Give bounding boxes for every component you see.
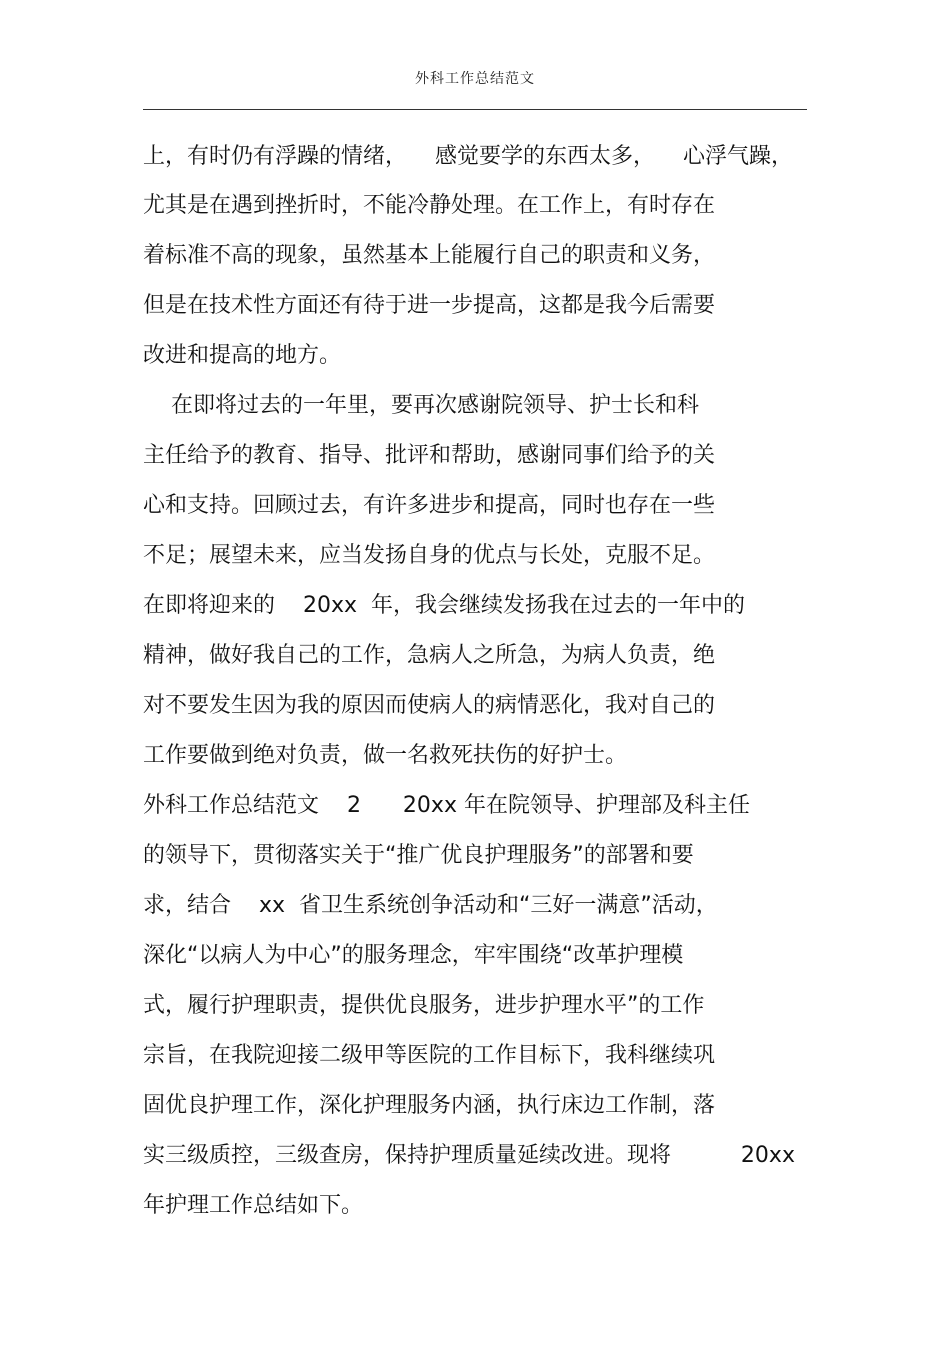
- body-line: 深化“以病人为中心”的服务理念，牢牢围绕“改革护理模: [143, 943, 684, 968]
- body-line: 宗旨，在我院迎接二级甲等医院的工作目标下，我科继续巩: [143, 1043, 716, 1068]
- body-line: 主任给予的教育、指导、批评和帮助，感谢同事们给予的关: [143, 443, 716, 468]
- body-line: 对不要发生因为我的原因而使病人的病情恶化，我对自己的: [143, 693, 716, 718]
- body-line: 工作要做到绝对负责，做一名救死扶伤的好护士。: [143, 743, 628, 768]
- body-line: 上，有时仍有浮躁的情绪， 感觉要学的东西太多， 心浮气躁，: [143, 144, 793, 169]
- body-line: 年护理工作总结如下。: [143, 1193, 364, 1218]
- header-divider: [143, 109, 807, 110]
- body-line: 着标准不高的现象，虽然基本上能履行自己的职责和义务，: [143, 243, 716, 268]
- body-line: 在即将过去的一年里，要再次感谢院领导、护士长和科: [143, 393, 699, 418]
- body-line: 不足；展望未来，应当发扬自身的优点与长处，克服不足。: [143, 543, 716, 568]
- body-line: 但是在技术性方面还有待于进一步提高，这都是我今后需要: [143, 293, 716, 318]
- body-line: 的领导下，贯彻落实关于“推广优良护理服务”的部署和要: [143, 843, 694, 868]
- body-line: 精神，做好我自己的工作，急病人之所急，为病人负责，绝: [143, 643, 716, 668]
- body-line: 式，履行护理职责，提供优良服务，进步护理水平”的工作: [143, 993, 705, 1018]
- body-line: 固优良护理工作，深化护理服务内涵，执行床边工作制，落: [143, 1093, 716, 1118]
- body-line: 在即将迎来的 20xx 年，我会继续发扬我在过去的一年中的: [143, 593, 745, 618]
- body-line: 实三级质控，三级查房，保持护理质量延续改进。现将 20xx: [143, 1143, 795, 1168]
- body-line: 求，结合 xx 省卫生系统创争活动和“三好一满意”活动，: [143, 893, 718, 918]
- body-line: 改进和提高的地方。: [143, 343, 342, 368]
- body-line: 尤其是在遇到挫折时，不能冷静处理。在工作上，有时存在: [143, 193, 716, 218]
- page-header-title: 外科工作总结范文: [415, 71, 535, 87]
- body-line: 心和支持。回顾过去，有许多进步和提高，同时也存在一些: [143, 493, 716, 518]
- body-line: 外科工作总结范文 2 20xx 年在院领导、护理部及科主任: [143, 793, 750, 818]
